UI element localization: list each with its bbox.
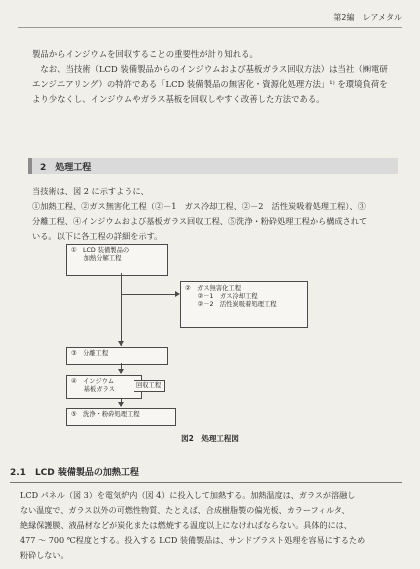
text-line: 分離工程、④インジウムおよび基板ガラス回収工程、⑤洗浄・粉砕処理工程から構成されて bbox=[32, 216, 368, 226]
box-text: ① LCD 装備製品の bbox=[71, 247, 130, 254]
text-line: 粉砕しない。 bbox=[20, 550, 69, 560]
text-line: いる。以下に各工程の詳細を示す。 bbox=[32, 231, 163, 241]
text-line: なお、当技術（LCD 装備製品からのインジウムおよび基板ガラス回収方法）は当社（㈱電研 bbox=[32, 64, 388, 74]
text-line: 当技術は、図 2 に示すように、 bbox=[32, 186, 149, 196]
subsection-title: 2.1 LCD 装備製品の加熱工程 bbox=[10, 468, 139, 478]
box-text: ⑤ 洗浄・粉砕処理工程 bbox=[71, 411, 140, 418]
step-separation-box bbox=[66, 347, 168, 365]
chapter-label: 第2編 レアメタル bbox=[333, 13, 402, 22]
text-line: LCD パネル（図 3）を電気炉内（図 4）に投入して加熱する。加熱温度は、ガラスが溶融し bbox=[20, 490, 356, 500]
text-line: 絶縁保護膜、液晶材などが炭化または燃焼する温度以上になければならない。具体的には、 bbox=[20, 520, 352, 530]
text-line: 477 ～ 700 ℃程度とする。投入する LCD 装備製品は、サンドブラスト処理を容易にするため bbox=[20, 535, 366, 545]
subsection-rule bbox=[10, 482, 402, 483]
flow-line bbox=[121, 273, 122, 346]
arrow-icon bbox=[118, 341, 124, 346]
heating-paragraph bbox=[20, 488, 405, 563]
text-line: エンジニアリング）の特許である「LCD 装備製品の無害化・資源化処理方法」¹⁾ を環境負荷を bbox=[32, 79, 388, 89]
figure-caption: 図2 処理工程図 bbox=[181, 434, 239, 443]
step-gas-box bbox=[180, 281, 308, 328]
step-indium-box bbox=[66, 375, 142, 399]
box-text: 回収工程 bbox=[136, 382, 162, 389]
step-washing-box bbox=[66, 408, 176, 426]
arrow-icon bbox=[118, 369, 124, 374]
step-heating-box bbox=[66, 244, 168, 276]
text-line: より少なくし、インジウムやガラス基板を回収しやすく改善した方法である。 bbox=[32, 94, 325, 104]
box-text: ③ 分離工程 bbox=[71, 350, 109, 357]
flow-line bbox=[121, 294, 175, 295]
box-text: 基板ガラス bbox=[71, 386, 115, 393]
text-line: ①加熱工程、②ガス無害化工程（②－1 ガス冷却工程、②－2 活性炭吸着処理工程）、③ bbox=[32, 201, 366, 211]
text-line: 製品からインジウムを回収することの重要性が計り知れる。 bbox=[32, 49, 258, 59]
section-title: 2 処理工程 bbox=[40, 163, 92, 173]
box-text: ② ガス無害化工程 bbox=[185, 285, 242, 292]
step-recovery-box bbox=[134, 380, 165, 392]
box-text: 加熱分解工程 bbox=[71, 255, 122, 262]
box-text: ②－1 ガス冷却工程 bbox=[185, 293, 258, 300]
arrow-icon bbox=[118, 402, 124, 407]
text-line: ない温度で、ガラス以外の可燃性物質、たとえば、合成樹脂製の偏光板、カラーフィルタ、 bbox=[20, 505, 350, 515]
box-text: ②－2 活性炭吸着処理工程 bbox=[185, 301, 277, 308]
box-text: ④ インジウム bbox=[71, 378, 115, 385]
